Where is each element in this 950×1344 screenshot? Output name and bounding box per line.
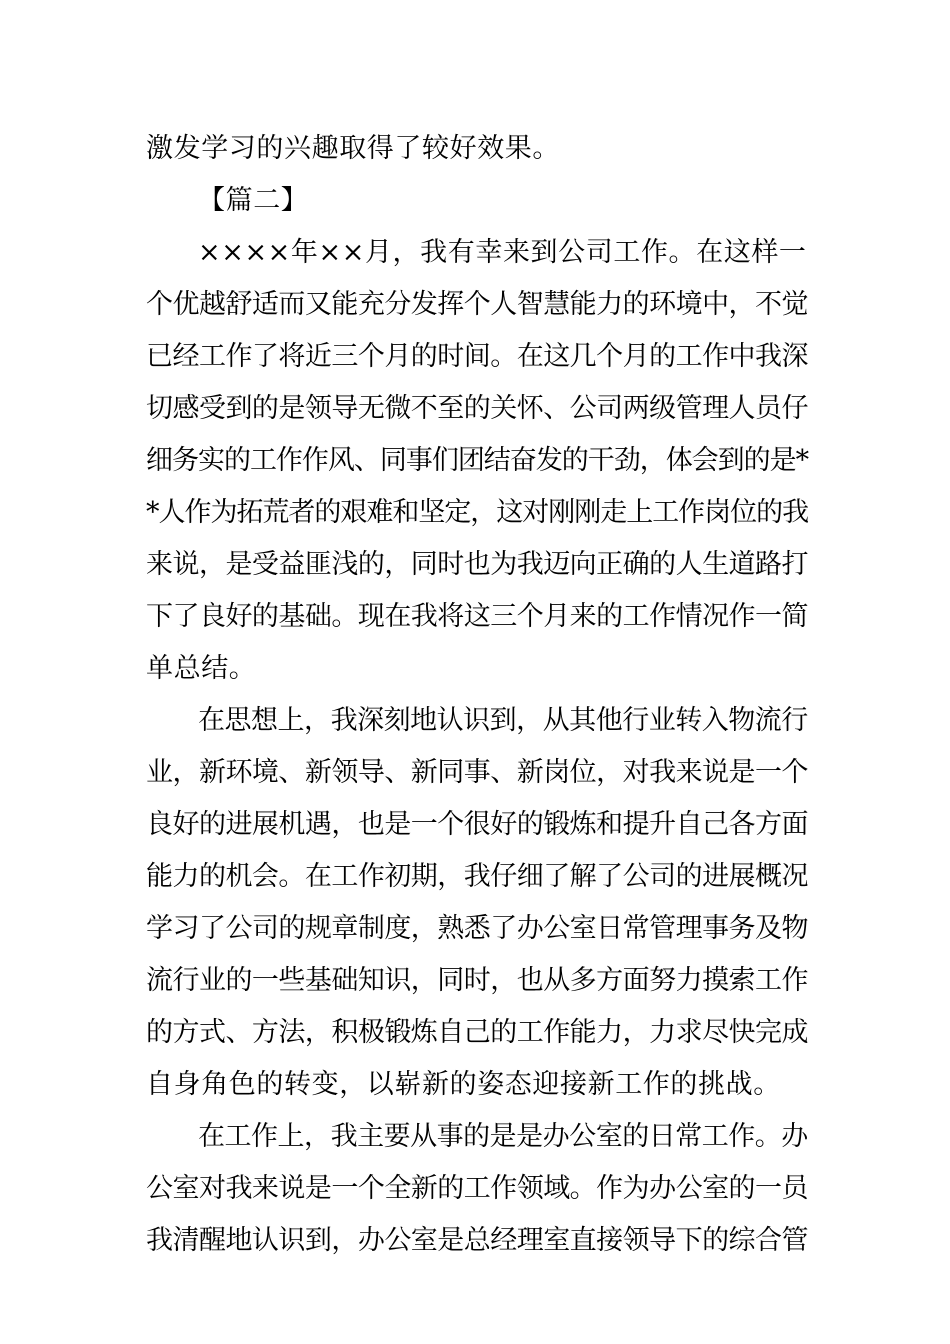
text-line: *人作为拓荒者的艰难和坚定，这对刚刚走上工作岗位的我: [146, 497, 809, 528]
text-line: 细务实的工作作风、同事们团结奋发的干劲，体会到的是*: [146, 445, 809, 476]
text-line: 流行业的一些基础知识，同时，也从多方面努力摸索工作: [146, 965, 808, 996]
text-line: 自身角色的转变，以崭新的姿态迎接新工作的挑战。: [146, 1069, 781, 1100]
section-heading: 【篇二】: [198, 185, 309, 216]
text-line: 在工作上，我主要从事的是是办公室的日常工作。办: [198, 1121, 808, 1152]
text-line: 良好的进展机遇，也是一个很好的锻炼和提升自己各方面: [146, 809, 808, 840]
text-line: 我清醒地认识到，办公室是总经理室直接领导下的综合管: [146, 1225, 808, 1256]
text-line: 的方式、方法，积极锻炼自己的工作能力，力求尽快完成: [146, 1017, 808, 1048]
text-line: 单总结。: [146, 653, 257, 684]
text-line: 激发学习的兴趣取得了较好效果。: [146, 133, 560, 164]
text-line: 学习了公司的规章制度，熟悉了办公室日常管理事务及物: [146, 913, 808, 944]
text-line: ××××年××月，我有幸来到公司工作。在这样一: [198, 237, 807, 268]
text-line: 能力的机会。在工作初期，我仔细了解了公司的进展概况: [146, 861, 808, 892]
text-line: 业，新环境、新领导、新同事、新岗位，对我来说是一个: [146, 757, 808, 788]
text-line: 切感受到的是领导无微不至的关怀、公司两级管理人员仔: [146, 393, 808, 424]
text-line: 来说，是受益匪浅的，同时也为我迈向正确的人生道路打: [146, 549, 808, 580]
text-line: 下了良好的基础。现在我将这三个月来的工作情况作一简: [146, 601, 808, 632]
text-line: 个优越舒适而又能充分发挥个人智慧能力的环境中，不觉: [146, 289, 808, 320]
text-line: 公室对我来说是一个全新的工作领域。作为办公室的一员: [146, 1173, 808, 1204]
text-line: 已经工作了将近三个月的时间。在这几个月的工作中我深: [146, 341, 808, 372]
text-line: 在思想上，我深刻地认识到，从其他行业转入物流行: [198, 705, 808, 736]
